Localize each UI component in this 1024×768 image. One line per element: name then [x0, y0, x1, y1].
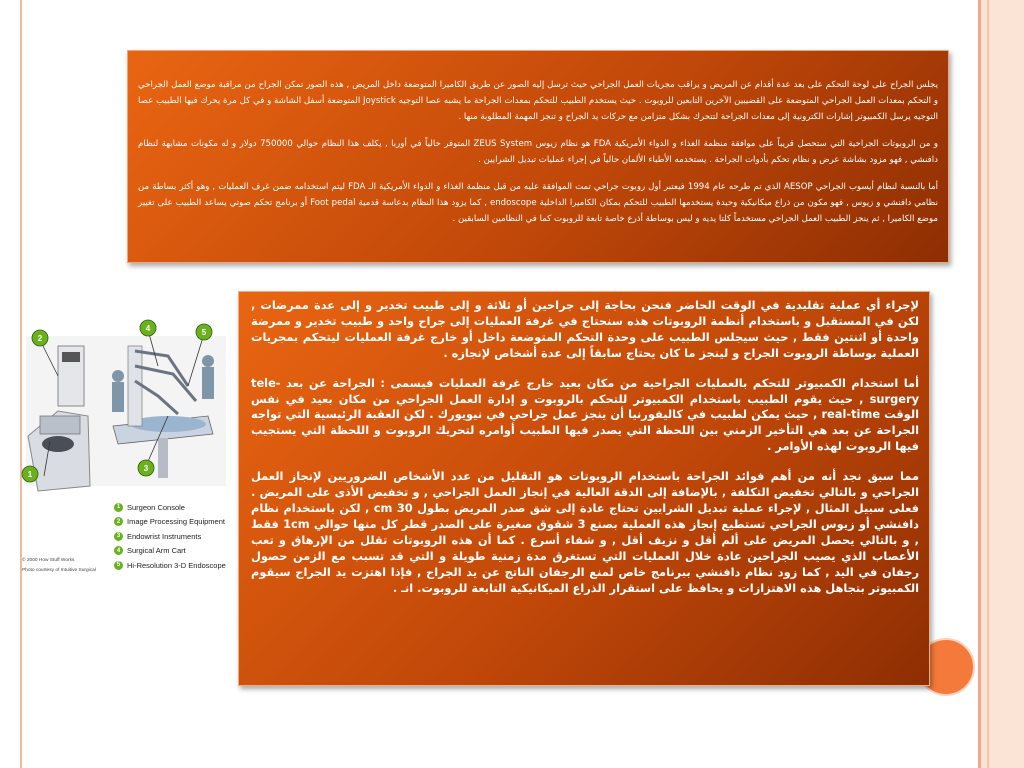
- legend-marker: 2: [114, 517, 123, 526]
- right-decorative-rail: [978, 0, 1024, 768]
- legend-label: Surgeon Console: [127, 502, 185, 512]
- legend-label: Endowrist Instruments: [127, 531, 202, 541]
- figure-legend: [114, 500, 234, 573]
- legend-label: Hi-Resolution 3-D Endoscope: [127, 560, 226, 570]
- legend-marker: 3: [114, 532, 123, 541]
- bottom-paragraph-2: أما استخدام الكمبيوتر للتحكم بالعمليات الجراحية من مكان بعيد خارج غرفة العمليات فيسمى : الجراحة عن بعد tele-surgery , حيث يقوم الطبيب باستخدام الكمبيوتر للتحكم بالروبوت و إدارة العمل الجراحي من مكان بعيد في نفس الوقت real-time , حيث يمكن لطبيب في كاليفورنيا أن ينجز عمل جراحي في نيويورك . لكن العقبة الرئيسية التي تواجه الجراحة عن بعد هي التأخير الزمني بين اللحظة التي يصدر فيها الطبيب أوامره لتحريك الروبوت و اللحظة التي يستجيب فيها الروبوت لهذه الأوامر .: [251, 375, 919, 454]
- image-credit: [22, 556, 112, 576]
- callout-2: 2: [37, 334, 43, 343]
- legend-marker: 4: [114, 546, 123, 555]
- right-rail-inner-line: [987, 0, 989, 768]
- legend-marker: 5: [114, 561, 123, 570]
- top-text-panel: [127, 50, 949, 263]
- credit-source: Photo courtesy of Intuitive Surgical: [22, 568, 96, 573]
- callout-3: 3: [143, 464, 149, 473]
- legend-item: [114, 529, 234, 544]
- legend-label: Image Processing Equipment: [127, 517, 225, 527]
- top-paragraph-2: و من الروبوتات الجراحية التي ستحصل قريباً على موافقة منظمة الغذاء و الدواء الأمريكية FDA هو نظام زيوس ZEUS System المتوفر حالياً في أوربا , يكلف هذا النظام حوالي 750000 دولار و له مكونات مشابهة لنظام دافنشي , فهو مزود بشاشة عرض و نظام تحكم بأدوات الجراحة . يستخدمه الأطباء الألمان حالياً في إجراء عمليات تبديل الشرايين .: [138, 139, 938, 165]
- top-paragraph-1: يجلس الجراح على لوحة التحكم على بعد عدة أقدام عن المريض و يراقب مجريات العمل الجراحي حيث ترسل إليه الصور عن طريق الكاميرا المتوضعة داخل المريض , هذه الصور تمكن الجراح من مراقبة موضع العمل الجراحي و التحكم بمعدات العمل الجراحي المتوضعة على القضيبين الآخرين التابعين للروبوت . حيث يستخدم الطبيب للتحكم بمعدات الجراحة ما يشبه عصا التوجيه Joystick المتوضعة أسفل الشاشة و في كل مرة يحرك فيها الطبيب عصا التوجيه يرسل الكمبيوتر إشارات الكترونية إلى معدات الجراحة لتتحرك بشكل متزامن مع حركات يد الجراح و تنجز المهمة المطلوبة منها .: [138, 80, 938, 122]
- credit-copyright: © 2000 How Stuff Works: [22, 558, 75, 563]
- callout-5: 5: [201, 328, 207, 337]
- callout-4: 4: [145, 324, 151, 333]
- legend-label: Surgical Arm Cart: [127, 546, 186, 556]
- callout-1: 1: [27, 470, 33, 479]
- top-paragraph-3: أما بالنسبة لنظام أيسوب الجراحي AESOP الذي تم طرحه عام 1994 فيعتبر أول روبوت جراحي تمت الموافقة عليه من قبل منظمة الغذاء و الدواء الأمريكية الـ FDA ليتم استخدامه ضمن غرف العمليات , وهو أكثر بساطة من نظامي دافنشي و زيوس , فهو مكون من ذراع ميكانيكية وحيدة يستخدمها الطبيب للتحكم بمكان الكاميرا الداخلية endoscope , كما يزود هذا النظام بدعاسة قدمية Foot pedal أو برنامج تحكم صوتي يساعد الطبيب على تغيير موضع الكاميرا , ثم ينجز الطبيب العمل الجراحي مستخدماً كلتا يديه و ليس بوساطة أذرع خاصة تابعة للروبوت كما في النظامين السابقين .: [138, 182, 938, 224]
- legend-item: [114, 558, 234, 573]
- legend-item: [114, 515, 234, 530]
- legend-item: [114, 544, 234, 559]
- bottom-paragraph-1: لإجراء أي عملية تقليدية في الوقت الحاضر فنحن بحاجة إلى جراحين أو ثلاثة و إلى طبيب تخدير و إلى عدة ممرضات , لكن في المستقبل و باستخدام أنظمة الروبوتات هذه سنحتاج في غرفة العمليات إلى جراح واحد و طبيب تخدير و ممرضة واحدة أو اثنتين فقط , حيث سيجلس الطبيب على وحدة التحكم المتوضعة داخل أو خارج غرفة العمليات ليتحكم بمجريات العملية بوساطة الروبوت الجراح و لينجز ما كان يحتاج سابقاً إلى عدة أشخاص لإنجازه .: [251, 298, 919, 360]
- bottom-text-panel: [238, 291, 930, 686]
- bottom-paragraph-3: مما سبق نجد أنه من أهم فوائد الجراحة باستخدام الروبوتات هو التقليل من عدد الأشخاص الضروريين لإنجاز العمل الجراحي و بالتالي تخفيض التكلفة , بالإضافة إلى الدقة العالية في إنجاز العمل الجراحي , و تخفيض الأذى على المريض . فعلى سبيل المثال , لإجراء عملية تبديل الشرايين تحتاج عادة إلى شق صدر المريض بطول 30 cm , لكن باستخدام نظام دافنشي أو زيوس الجراحي تستطيع إنجاز هذه العملية بصنع 3 شقوق صغيرة على الصدر قطر كل منها حوالي 1cm فقط , و بالتالي يحصل المريض على ألم أقل و نزيف أقل , و شفاء أسرع . كما أن هذه الروبوتات تقلل من الإرهاق و تعب الأعصاب الذي يصيب الجراحين عادة خلال العمليات التي تستغرق مدة زمنية طويلة و التي قد تسبب مع الزمن حصول رجفان في اليد , كما زود نظام دافنشي ببرنامج خاص لمنع الرجفان الناتج عن يد الجراح , فإذا اهتزت يد الجراح سيقوم الكمبيوتر بتجاهل هذه الاهتزازات و يحافظ على استقرار الذراع الميكانيكية التابعة للروبوت. انـ .: [251, 469, 919, 595]
- legend-item: [114, 500, 234, 515]
- legend-marker: 1: [114, 503, 123, 512]
